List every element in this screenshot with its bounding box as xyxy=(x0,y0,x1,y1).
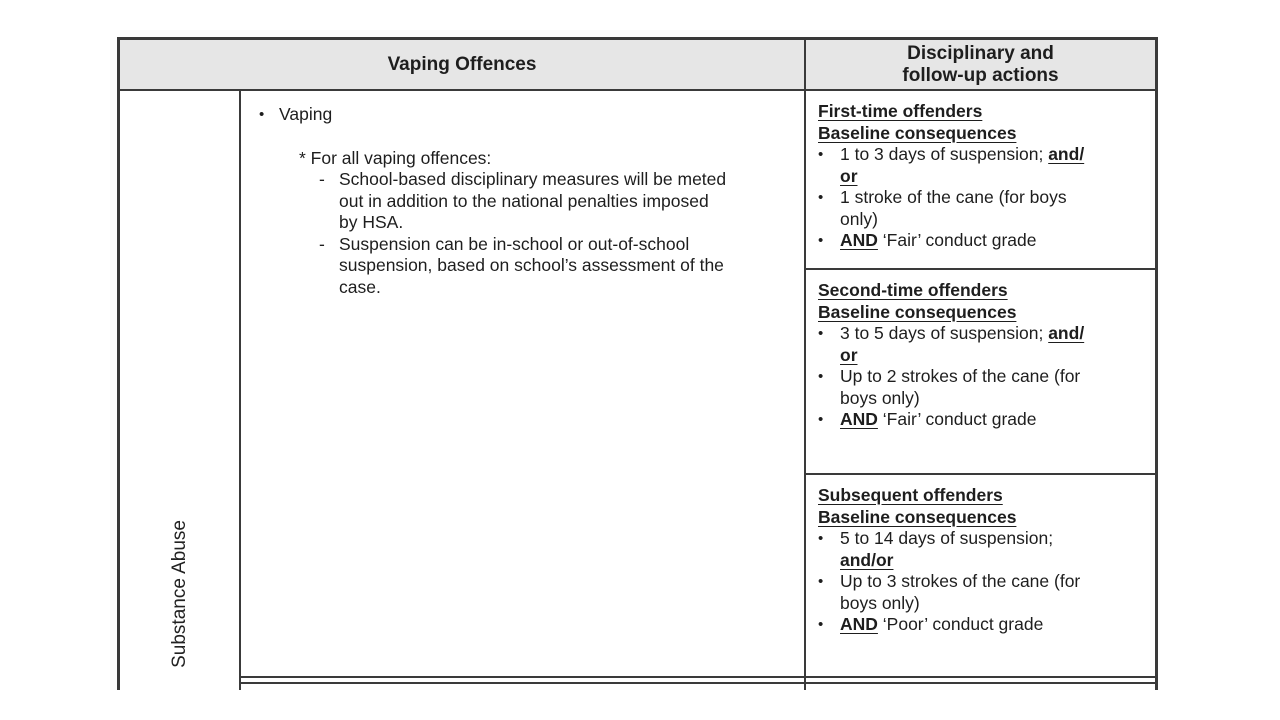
subitem-line: out in addition to the national penalties imposed xyxy=(339,190,709,211)
subitem-line: Suspension can be in-school or out-of-school xyxy=(339,233,690,254)
dash-icon: - xyxy=(319,233,325,254)
bullet-icon: • xyxy=(818,232,824,249)
subitem-line: School-based disciplinary measures will be meted xyxy=(339,169,727,189)
action-bullet: • 3 to 5 days of suspension; and/ or xyxy=(818,323,1085,365)
category-label: Substance Abuse xyxy=(168,520,190,668)
offence-subitem xyxy=(259,234,796,299)
actions-cell-subsequent xyxy=(806,475,1155,676)
action-bullet: • Up to 3 strokes of the cane (for boys only) xyxy=(818,571,1081,613)
actions-subheading: Baseline consequences xyxy=(818,506,1017,527)
action-bullet: • 1 to 3 days of suspension; and/ or xyxy=(818,144,1085,186)
offence-subitem xyxy=(259,169,796,234)
header-vaping-offences-label: Vaping Offences xyxy=(387,53,537,75)
offence-item-label: Vaping xyxy=(279,104,333,124)
header-actions-line2: follow-up actions xyxy=(902,64,1059,86)
subitem-line: case. xyxy=(339,276,381,297)
category-cell xyxy=(120,91,241,678)
actions-cell-second-time xyxy=(806,270,1155,475)
actions-subheading: Baseline consequences xyxy=(818,301,1017,322)
bullet-icon: • xyxy=(818,616,824,633)
action-bullet: • AND ‘Poor’ conduct grade xyxy=(818,614,1044,634)
bullet-icon: • xyxy=(259,106,265,123)
bullet-icon: • xyxy=(818,146,824,163)
header-vaping-offences xyxy=(120,40,806,89)
action-bullet: • Up to 2 strokes of the cane (for boys only) xyxy=(818,366,1081,408)
action-bullet: • 5 to 14 days of suspension; and/or xyxy=(818,528,1054,570)
action-bullet: • AND ‘Fair’ conduct grade xyxy=(818,409,1037,429)
subitem-line: by HSA. xyxy=(339,212,404,232)
offence-item xyxy=(259,104,796,126)
bullet-icon: • xyxy=(818,573,824,590)
table-header-row xyxy=(120,40,1155,91)
action-bullet: • AND ‘Fair’ conduct grade xyxy=(818,230,1037,250)
actions-heading: Subsequent offenders xyxy=(818,485,1003,505)
bullet-icon: • xyxy=(818,189,824,206)
header-disciplinary-actions xyxy=(806,40,1155,89)
table-body-row xyxy=(120,91,1155,678)
header-actions-line1: Disciplinary and xyxy=(907,42,1054,64)
offence-subitem-text xyxy=(339,234,796,299)
actions-column xyxy=(806,91,1155,678)
next-row-top-border xyxy=(241,682,1155,684)
offence-note: * For all vaping offences: xyxy=(299,147,492,168)
bullet-icon: • xyxy=(818,530,824,547)
actions-heading: Second-time offenders xyxy=(818,280,1008,300)
bullet-icon: • xyxy=(818,368,824,385)
dash-icon: - xyxy=(319,169,325,189)
offence-cell xyxy=(241,91,806,678)
action-bullet: • 1 stroke of the cane (for boys only) xyxy=(818,187,1067,229)
bullet-icon: • xyxy=(818,325,824,342)
offences-table xyxy=(117,37,1158,690)
next-row-fragment xyxy=(120,678,1155,690)
subitem-line: suspension, based on school’s assessment of the xyxy=(339,255,724,275)
actions-heading: First-time offenders xyxy=(818,101,983,121)
actions-cell-first-time xyxy=(806,91,1155,270)
actions-subheading: Baseline consequences xyxy=(818,122,1017,143)
bullet-icon: • xyxy=(818,411,824,428)
offence-subitem-text xyxy=(339,169,796,234)
